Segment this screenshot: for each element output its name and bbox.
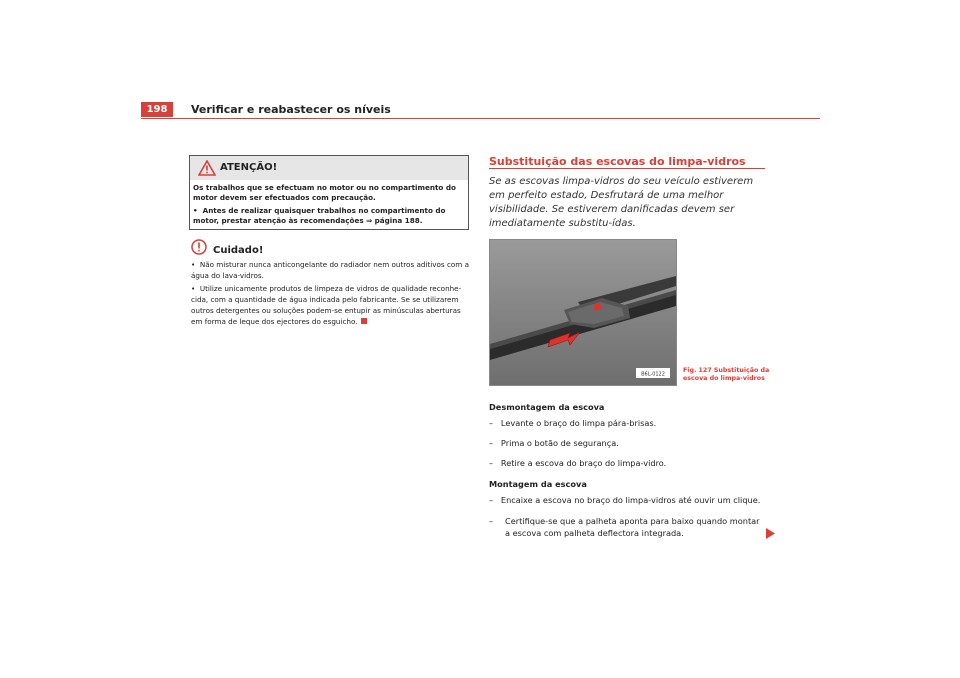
removal-step bbox=[489, 418, 769, 428]
mounting-step bbox=[489, 495, 769, 505]
caution-title: Cuidado! bbox=[213, 245, 264, 256]
removal-step-text: Levante o braço do limpa pára-brisas. bbox=[500, 418, 657, 428]
dash: – bbox=[489, 418, 494, 428]
warning-paragraph: Os trabalhos que se efectuam no motor ou no compartimento do motor devem ser efectuados com precaução. bbox=[193, 183, 456, 202]
warning-box bbox=[189, 155, 469, 230]
dash: – bbox=[489, 458, 494, 468]
end-mark-icon bbox=[361, 318, 367, 324]
bullet: • bbox=[193, 206, 198, 215]
caution-bullet-1 bbox=[191, 259, 471, 281]
caution-bullet-text: Não misturar nunca anticongelante do radiador nem outros aditivos com a água do lava-vidros. bbox=[191, 260, 469, 280]
section-title: Substituição das escovas do limpa-vidros bbox=[489, 155, 746, 168]
warning-bullet-text: Antes de realizar quaisquer trabalhos no compartimento do motor, prestar atenção às recomendações ⇒ página 188. bbox=[193, 206, 446, 225]
bullet: • bbox=[191, 260, 196, 269]
dash: – bbox=[489, 495, 494, 505]
warning-title: ATENÇÃO! bbox=[220, 162, 278, 173]
page-number: 198 bbox=[141, 102, 173, 117]
removal-step bbox=[489, 438, 769, 448]
caution-bullet-text: Utilize unicamente produtos de limpeza de vidros de qualidade reconhe-cida, com a quantidade de água indicada pelo fabricante. Se se utilizarem outros detergentes ou soluções podem-se entupir as minúsculas aberturas em forma de leque dos ejectores do esguicho. bbox=[191, 284, 462, 326]
figure-caption: Fig. 127 Substituição da escova do limpa-vidros bbox=[683, 367, 770, 382]
header-title: Verificar e reabastecer os níveis bbox=[191, 103, 391, 116]
removal-heading: Desmontagem da escova bbox=[489, 402, 605, 412]
wiper-blade-figure bbox=[489, 239, 677, 386]
mounting-step bbox=[489, 515, 765, 539]
removal-step bbox=[489, 458, 769, 468]
section-intro: Se as escovas limpa-vidros do seu veículo estiverem em perfeito estado, Desfrutará de uma melhor visibilidade. Se estiverem danificadas devem ser imediatamente substitu-ídas. bbox=[489, 176, 754, 229]
figure-code: B6L-0122 bbox=[641, 371, 665, 378]
warning-bullet-paragraph bbox=[193, 206, 463, 226]
removal-step-text: Prima o botão de segurança. bbox=[500, 438, 619, 448]
section-rule bbox=[489, 168, 765, 169]
warning-triangle-icon bbox=[198, 160, 216, 176]
bullet: • bbox=[191, 284, 196, 293]
removal-step-text: Retire a escova do braço do limpa-vidro. bbox=[500, 458, 667, 468]
mounting-step-text: Encaixe a escova no braço do limpa-vidros até ouvir um clique. bbox=[500, 495, 761, 505]
mounting-step-text: Certifique-se que a palheta aponta para baixo quando montar a escova com palheta deflectora integrada. bbox=[505, 516, 760, 538]
next-page-arrow-icon bbox=[766, 528, 775, 539]
dash: – bbox=[489, 438, 494, 448]
caution-exclamation-icon bbox=[191, 239, 207, 255]
dash: – bbox=[489, 516, 494, 526]
caution-bullet-2 bbox=[191, 283, 471, 327]
header-rule bbox=[141, 118, 820, 119]
mounting-heading: Montagem da escova bbox=[489, 479, 587, 489]
